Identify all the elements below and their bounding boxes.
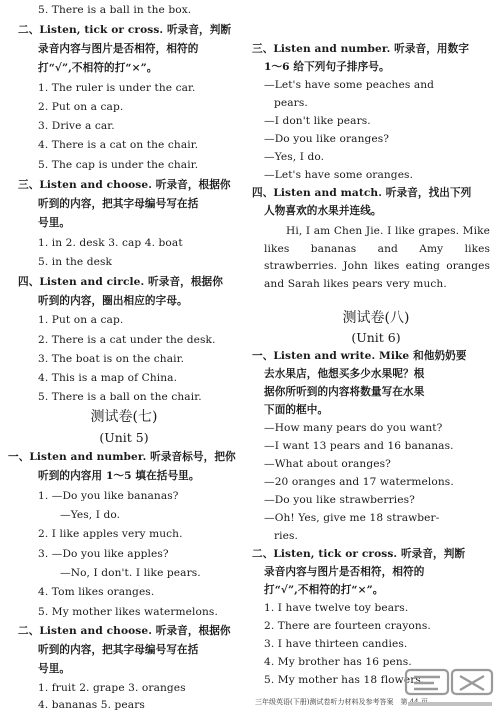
test7-sec1-item-5: 5. My mother likes watermelons. xyxy=(38,606,218,618)
r-sec3-line-6: —Let's have some oranges. xyxy=(264,169,414,181)
sec2-item-1: 1. The ruler is under the car. xyxy=(38,82,196,94)
test8-sec1-line-1: —How many pears do you want? xyxy=(264,422,443,434)
test8-sec1-line-4: —20 oranges and 17 watermelons. xyxy=(264,476,454,488)
sec4-item-2: 2. There is a cat under the desk. xyxy=(38,334,216,346)
sec2-item-3: 3. Drive a car. xyxy=(38,120,115,132)
test8-sec1-heading-line2: 去水果店，他想买多少水果呢？根 xyxy=(264,368,425,380)
test7-sec1-item-4: 4. Tom likes oranges. xyxy=(38,586,155,598)
test8-sec2-heading-line3: 打“√”,不相符的打“×”。 xyxy=(264,584,384,596)
test7-sec2-heading-line1: 二、Listen and choose. 听录音，根据你 xyxy=(18,625,231,637)
r-sec4-paragraph: Hi, I am Chen Jie. I like grapes. Mike likes bananas and Amy likes strawberries. John likes eating oranges and Sarah likes pears very much. xyxy=(264,225,490,290)
test7-sec2-heading-line2: 听到的内容，把其字母编号写在括 xyxy=(38,644,199,656)
test7-sec2-options-row1: 1. fruit 2. grape 3. oranges xyxy=(38,682,186,694)
page-footer: 三年级英语(下册)测试卷听力材料及参考答案 第 44 页 xyxy=(255,698,428,706)
test7-sec1-heading-line1: 一、Listen and number. 听录音标号，把你 xyxy=(8,451,236,463)
test7-sec1-item-1: 1. —Do you like bananas? xyxy=(38,490,179,502)
sec2-item-4: 4. There is a cat on the chair. xyxy=(38,139,199,151)
test8-sec2-item-2: 2. There are fourteen crayons. xyxy=(264,620,431,632)
test8-unit: (Unit 6) xyxy=(351,330,401,345)
test7-sec2-heading-line3: 号里。 xyxy=(38,663,71,675)
test7-sec1-item-2: 2. I like apples very much. xyxy=(38,528,183,540)
sec4-item-5: 5. There is a ball on the chair. xyxy=(38,391,202,403)
test8-sec1-heading-line4: 下面的框中。 xyxy=(264,404,329,416)
test8-sec1-line-7: ries. xyxy=(274,530,299,542)
sec3-heading-line1: 三、Listen and choose. 听录音，根据你 xyxy=(18,179,231,191)
test8-sec1-line-5: —Do you like strawberries? xyxy=(264,494,415,506)
test8-sec2-item-3: 3. I have thirteen candies. xyxy=(264,638,408,650)
test7-sec2-options-row2: 4. bananas 5. pears xyxy=(38,699,145,711)
sec4-item-3: 3. The boat is on the chair. xyxy=(38,353,185,365)
sec3-heading-line2: 听到的内容，把其字母编号写在括 xyxy=(38,198,199,210)
test8-sec2-item-5: 5. My mother has 18 flowers. xyxy=(264,674,425,686)
r-sec3-line-5: —Yes, I do. xyxy=(264,151,325,163)
sec2-heading-line3: 打“√”,不相符的打“×”。 xyxy=(38,62,158,74)
test7-title: 测试卷(七) xyxy=(90,409,158,425)
test8-title: 测试卷(八) xyxy=(342,310,410,326)
test8-sec2-heading-line1: 二、Listen, tick or cross. 听录音，判断 xyxy=(252,548,466,560)
sec3-options-row2: 5. in the desk xyxy=(38,256,113,268)
test8-sec1-heading-line1: 一、Listen and write. Mike 和他奶奶要 xyxy=(252,350,467,362)
test8-sec1-line-3: —What about oranges? xyxy=(264,458,391,470)
sec2-item-5: 5. The cap is under the chair. xyxy=(38,159,199,171)
test7-sec1-heading-line2: 听到的内容用 1～5 填在括号里。 xyxy=(38,470,200,482)
r-sec3-heading-line1: 三、Listen and number. 听录音，用数字 xyxy=(252,43,470,55)
r-sec3-line-4: —Do you like oranges? xyxy=(264,133,390,145)
test8-sec2-item-1: 1. I have twelve toy bears. xyxy=(264,602,409,614)
left-item-5-top: 5. There is a ball in the box. xyxy=(38,4,192,16)
sec4-heading-line1: 四、Listen and circle. 听录音，根据你 xyxy=(18,276,223,288)
test8-sec2-item-4: 4. My brother has 16 pens. xyxy=(264,656,412,668)
r-sec4-heading-line1: 四、Listen and match. 听录音，找出下列 xyxy=(252,187,472,199)
answer-site-logo-icon xyxy=(404,666,496,710)
r-sec3-line-3: —I don't like pears. xyxy=(264,115,371,127)
test8-sec1-heading-line3: 据你所听到的内容将数量写在水果 xyxy=(264,386,425,398)
sec3-heading-line3: 号里。 xyxy=(38,217,71,229)
test7-sec1-item-1-reply: —Yes, I do. xyxy=(60,509,121,521)
sec3-options-row1: 1. in 2. desk 3. cap 4. boat xyxy=(38,237,183,249)
r-sec4-heading-line2: 人物喜欢的水果并连线。 xyxy=(264,205,382,217)
test7-unit: (Unit 5) xyxy=(99,430,149,445)
sec2-heading-line1: 二、Listen, tick or cross. 听录音，判断 xyxy=(18,24,232,36)
r-sec3-heading-line2: 1～6 给下列句子排序号。 xyxy=(264,61,390,73)
sec4-item-4: 4. This is a map of China. xyxy=(38,372,178,384)
sec2-item-2: 2. Put on a cap. xyxy=(38,101,124,113)
sec2-heading-line2: 录音内容与图片是否相符，相符的 xyxy=(38,43,199,55)
test7-sec1-item-3: 3. —Do you like apples? xyxy=(38,548,169,560)
sec4-item-1: 1. Put on a cap. xyxy=(38,314,124,326)
r-sec3-line-2: pears. xyxy=(274,97,308,109)
test8-sec2-heading-line2: 录音内容与图片是否相符，相符的 xyxy=(264,566,425,578)
test8-sec1-line-6: —Oh! Yes, give me 18 strawber- xyxy=(264,512,440,524)
test7-sec1-item-3-reply: —No, I don't. I like pears. xyxy=(60,567,201,579)
test8-sec1-line-2: —I want 13 pears and 16 bananas. xyxy=(264,440,454,452)
r-sec3-line-1: —Let's have some peaches and xyxy=(264,79,435,91)
sec4-heading-line2: 听到的内容，圈出相应的字母。 xyxy=(38,295,188,307)
